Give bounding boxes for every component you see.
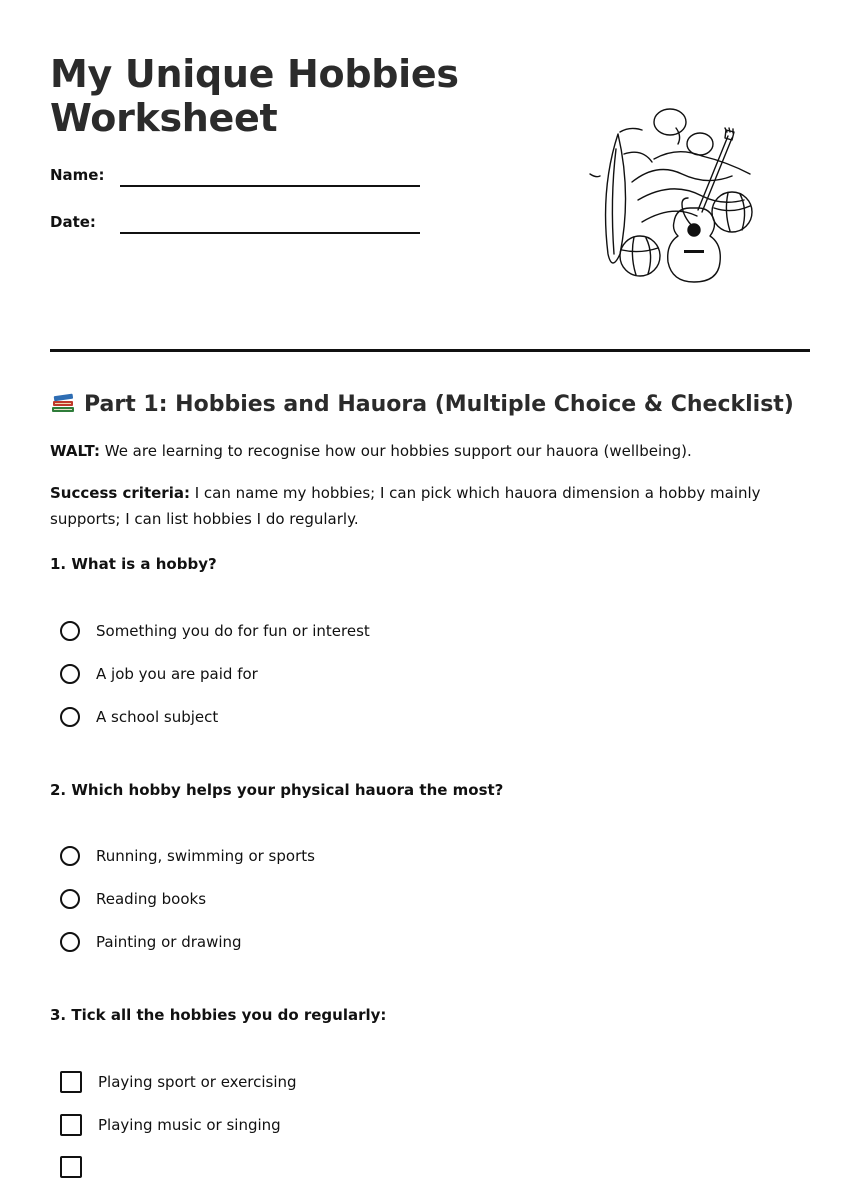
option-label: Painting or drawing (96, 933, 242, 951)
walt-statement (50, 438, 810, 464)
question-1: 1. What is a hobby? (50, 555, 217, 573)
option-label: Playing sport or exercising (98, 1073, 297, 1091)
checkbox[interactable] (60, 1114, 82, 1136)
option-label: A school subject (96, 708, 219, 726)
worksheet-page (50, 0, 810, 1134)
criteria-text: I can name my hobbies; I can pick which hauora dimension a hobby mainly supports; I can list hobbies I do regularly. (50, 484, 761, 528)
radio-button[interactable] (60, 932, 80, 952)
radio-button[interactable] (60, 846, 80, 866)
q3-option-2[interactable] (60, 1112, 281, 1138)
q3-option-3-partial[interactable] (60, 1154, 98, 1180)
q3-option-1[interactable] (60, 1069, 297, 1095)
radio-button[interactable] (60, 664, 80, 684)
books-icon (50, 390, 76, 414)
hobbies-illustration-icon (582, 104, 758, 286)
checkbox[interactable] (60, 1156, 82, 1178)
option-label: A job you are paid for (96, 665, 258, 683)
walt-label: WALT: (50, 442, 100, 460)
part1-title (50, 390, 794, 419)
worksheet-title (50, 52, 459, 140)
date-label: Date: (50, 213, 96, 231)
option-label: Playing music or singing (98, 1116, 281, 1134)
date-write-line[interactable] (120, 232, 420, 234)
q2-option-2[interactable] (60, 886, 206, 912)
date-field (50, 212, 420, 236)
criteria-label: Success criteria: (50, 484, 190, 502)
success-criteria (50, 480, 810, 532)
q2-option-3[interactable] (60, 929, 242, 955)
part1-title-text: Part 1: Hobbies and Hauora (Multiple Choice & Checklist) (84, 392, 794, 417)
name-field (50, 165, 420, 189)
q2-option-1[interactable] (60, 843, 315, 869)
walt-text: We are learning to recognise how our hobbies support our hauora (wellbeing). (99, 442, 692, 460)
q1-option-1[interactable] (60, 618, 370, 644)
title-line-2: Worksheet (50, 96, 278, 140)
question-2: 2. Which hobby helps your physical hauora the most? (50, 781, 504, 799)
q1-option-3[interactable] (60, 704, 218, 730)
checkbox[interactable] (60, 1071, 82, 1093)
option-label: Running, swimming or sports (96, 847, 315, 865)
option-label: Something you do for fun or interest (96, 622, 370, 640)
name-label: Name: (50, 166, 105, 184)
option-label: Reading books (96, 890, 207, 908)
radio-button[interactable] (60, 621, 80, 641)
question-3: 3. Tick all the hobbies you do regularly: (50, 1006, 387, 1024)
radio-button[interactable] (60, 707, 80, 727)
q1-option-2[interactable] (60, 661, 258, 687)
title-line-1: My Unique Hobbies (50, 52, 459, 96)
name-write-line[interactable] (120, 185, 420, 187)
radio-button[interactable] (60, 889, 80, 909)
worksheet-header (50, 0, 810, 352)
